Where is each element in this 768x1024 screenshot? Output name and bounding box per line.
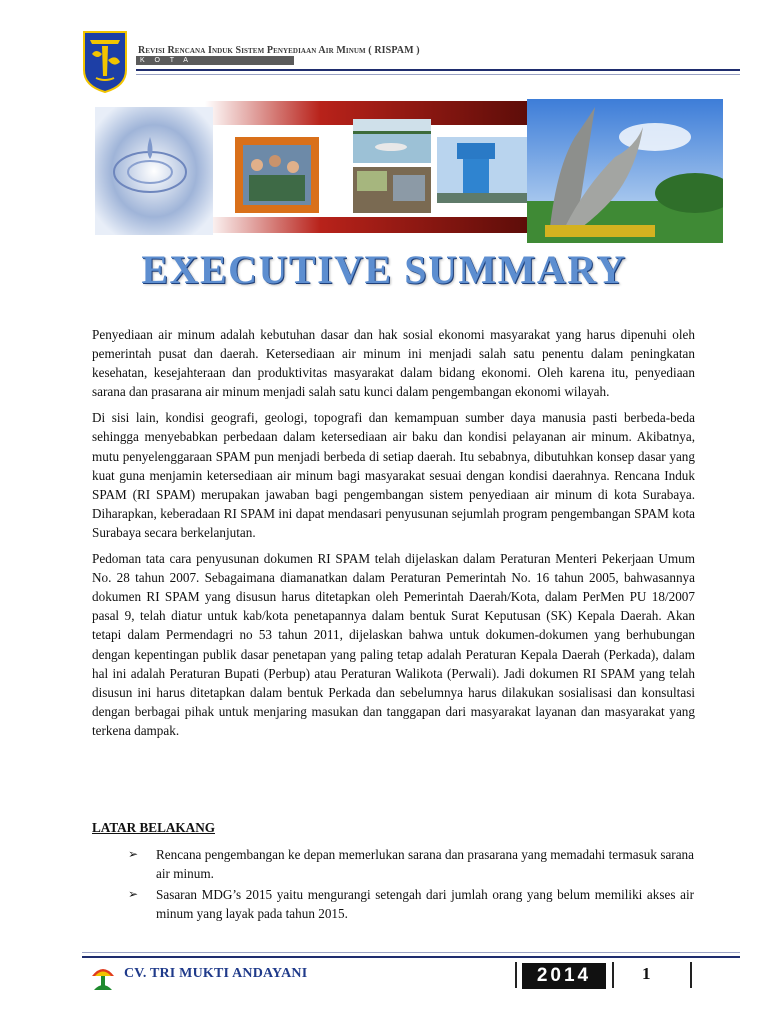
header-subtitle: KOTA (140, 57, 198, 64)
section-heading: LATAR BELAKANG (92, 820, 215, 835)
footer-company: CV. TRI MUKTI ANDAYANI (124, 966, 308, 981)
footer-year: 2014 (522, 963, 606, 989)
footer-rule (82, 956, 740, 958)
header-rule (136, 69, 740, 71)
body-text (92, 325, 695, 747)
header-subtitle-bar (136, 56, 294, 65)
footer-divider (690, 962, 692, 988)
bullet-list (128, 845, 694, 925)
footer-divider (515, 962, 517, 988)
list-item (128, 845, 694, 883)
footer-rule-thin (82, 952, 740, 953)
header-title: Revisi Rencana Induk Sistem Penyediaan Air Minum ( RISPAM ) (138, 45, 420, 56)
paragraph: Pedoman tata cara penyusunan dokumen RI SPAM telah dijelaskan dalam Peraturan Menteri Pekerjaan Umum No. 28 tahun 2007. Sebagaimana diamanatkan dalam Peraturan Pemerintah No. 16 tahun 2005, bahwasannya dokumen RI SPAM yang disusun harus ditetapkan oleh Pemerintah Daerah/Kota, dalam PerMen PU 18/2007 pasal 9, telah diatur untuk kab/kota penetapannya dalam bentuk Surat Keputusan (SK) Kepala Daerah. Akan tetapi dalam Permendagri no 53 tahun 2011, dijelaskan bahwa untuk dokumen-dokumen yang berhubungan dengan kepentingan publik dasar penetapan yang paling tetap adalah Peraturan Kepala Daerah (Perkada), dalam hal ini adalah Peraturan Bupati (Perbup) atau Peraturan Walikota (Perwali). Jadi dokumen RI SPAM yang telah disusun ini harus ditetapkan dalam bentuk Perkada dan sebelumnya harus dilakukan sosialisasi dan konsultasi dengan berbagai pihak untuk menjaring masukan dan tanggapan dari masyarakat layanan dan masyarakat yang terkena dampak. (92, 551, 695, 738)
footer-divider (612, 962, 614, 988)
page-number: 1 (642, 964, 651, 983)
company-logo-icon (90, 962, 116, 992)
arrow-bullet-icon: ➢ (128, 847, 139, 861)
surabaya-crest-icon (80, 30, 130, 94)
paragraph: Penyediaan air minum adalah kebutuhan dasar dan hak sosial ekonomi masyarakat yang harus dipenuhi oleh pemerintah pusat dan daerah. Ketersediaan air minum ini menjadi salah satu penentu dalam peningkatan kesehatan, kesejahteraan dan produktivitas masyarakat dalam bidang ekonomi. Oleh karena itu, penyediaan sarana dan prasarana air minum menjadi salah satu kunci dalam pengembangan ekonomi wilayah. (92, 327, 695, 400)
list-item-text: Rencana pengembangan ke depan memerlukan sarana dan prasarana yang memadahi termasuk sarana air minum. (156, 847, 694, 881)
list-item-text: Sasaran MDG’s 2015 yaitu mengurangi setengah dari jumlah orang yang belum memiliki akses air minum yang layak pada tahun 2015. (156, 887, 694, 921)
document-title: EXECUTIVE SUMMARY (141, 247, 627, 292)
banner-image (95, 97, 723, 247)
paragraph: Di sisi lain, kondisi geografi, geologi, topografi dan kemampuan sumber daya manusia pasti berbeda-beda sehingga menyebabkan perbedaan dalam ketersediaan air baku dan kondisi pelayanan air minum. Akibatnya, mutu penyelenggaraan SPAM pun menjadi berbeda di setiap daerah. Itu sebabnya, dibutuhkan konsep dasar yang kuat guna menjamin ketersediaan air minum bagi masyarakat sesuai dengan kondisi daerahnya. Rencana Induk SPAM (RI SPAM) merupakan jawaban bagi pengembangan sistem penyediaan air minum di kota Surabaya. Diharapkan, keberadaan RI SPAM ini dapat mendasari penyusunan sejumlah program pengembangan SPAM kota Surabaya secara berkelanjutan. (92, 410, 695, 540)
list-item (128, 885, 694, 923)
arrow-bullet-icon: ➢ (128, 887, 139, 901)
header-rule-thin (136, 74, 740, 75)
